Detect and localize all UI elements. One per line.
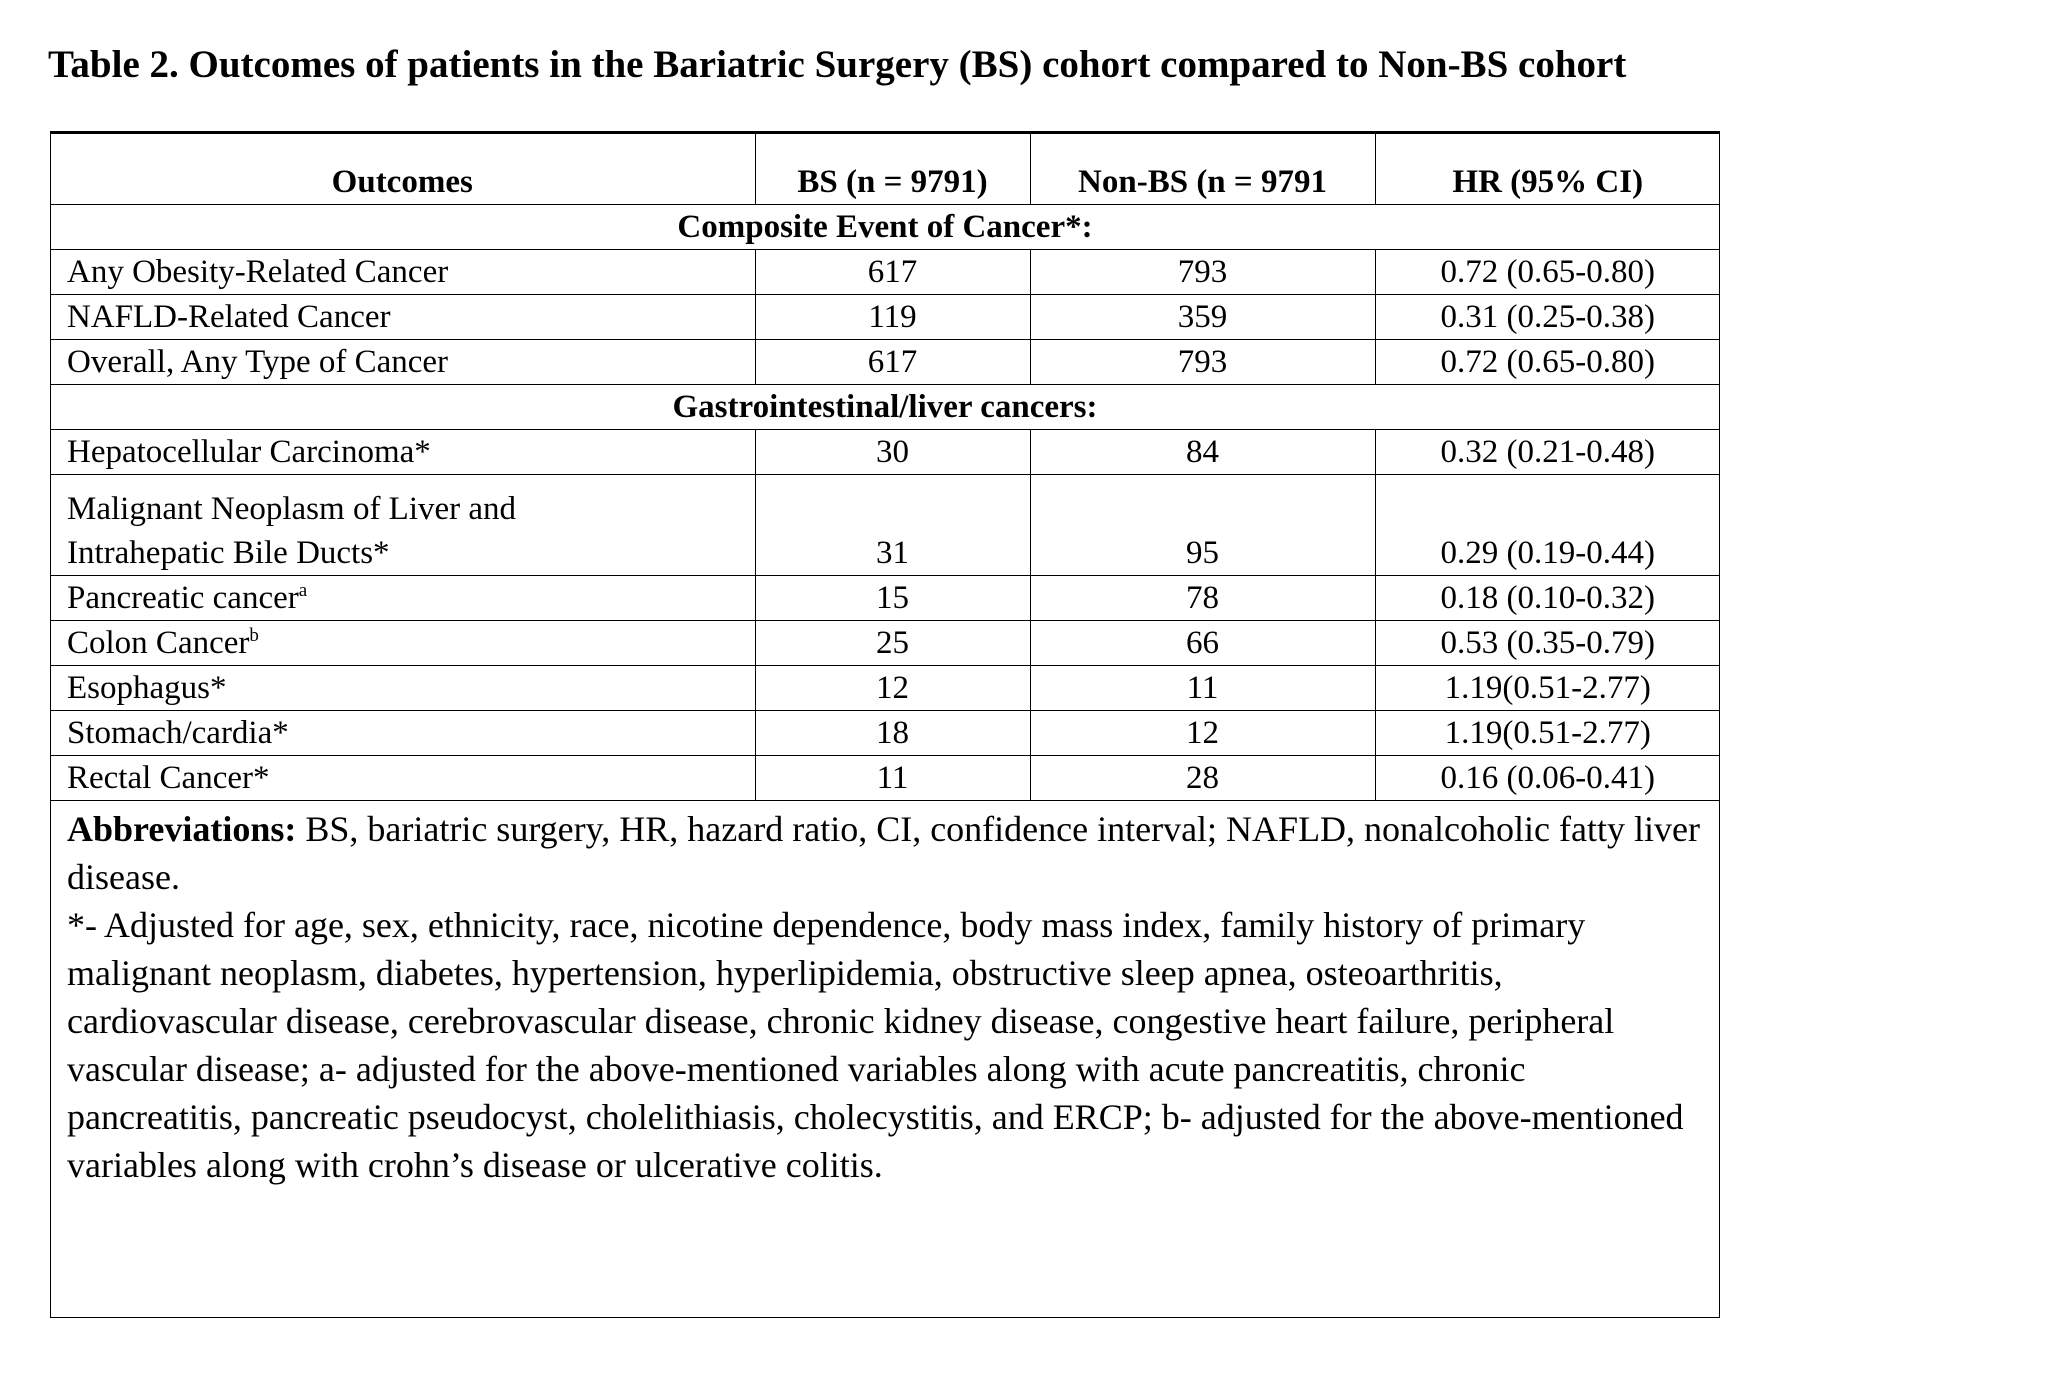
row-label <box>50 621 755 666</box>
table-row <box>50 295 1720 340</box>
row-nonbs: 78 <box>1030 576 1375 621</box>
row-hr: 0.72 (0.65-0.80) <box>1375 250 1720 295</box>
row-bs: 119 <box>755 295 1030 340</box>
table-row <box>50 666 1720 711</box>
row-bs: 12 <box>755 666 1030 711</box>
row-label <box>50 576 755 621</box>
row-hr: 0.53 (0.35-0.79) <box>1375 621 1720 666</box>
row-label-line1: Malignant Neoplasm of Liver and <box>67 491 517 527</box>
row-hr: 0.72 (0.65-0.80) <box>1375 340 1720 385</box>
table-row <box>50 430 1720 475</box>
row-label: NAFLD-Related Cancer <box>50 295 755 340</box>
row-label-text: Pancreatic cancer <box>67 580 299 616</box>
table-title: Table 2. Outcomes of patients in the Bariatric Surgery (BS) cohort compared to Non-BS cohort <box>48 43 1627 86</box>
row-label: Any Obesity-Related Cancer <box>50 250 755 295</box>
row-nonbs: 28 <box>1030 756 1375 801</box>
footnote-marker: b <box>249 625 259 646</box>
abbreviations-label: Abbreviations: <box>67 809 297 849</box>
table-row <box>50 576 1720 621</box>
table-row <box>50 250 1720 295</box>
row-nonbs: 793 <box>1030 250 1375 295</box>
section-row <box>50 205 1720 250</box>
header-outcomes: Outcomes <box>50 133 755 205</box>
section-row <box>50 385 1720 430</box>
row-nonbs: 66 <box>1030 621 1375 666</box>
row-nonbs: 11 <box>1030 666 1375 711</box>
row-bs: 617 <box>755 340 1030 385</box>
table-row <box>50 756 1720 801</box>
row-nonbs: 84 <box>1030 430 1375 475</box>
row-hr: 0.31 (0.25-0.38) <box>1375 295 1720 340</box>
row-bs: 18 <box>755 711 1030 756</box>
row-label: Stomach/cardia* <box>50 711 755 756</box>
table-row <box>50 621 1720 666</box>
row-bs: 11 <box>755 756 1030 801</box>
row-hr: 0.16 (0.06-0.41) <box>1375 756 1720 801</box>
section-gastro: Gastrointestinal/liver cancers: <box>50 385 1720 430</box>
row-hr: 0.29 (0.19-0.44) <box>1375 475 1720 576</box>
header-hr: HR (95% CI) <box>1375 133 1720 205</box>
outcomes-table <box>50 133 1720 801</box>
row-hr: 0.18 (0.10-0.32) <box>1375 576 1720 621</box>
row-label: Overall, Any Type of Cancer <box>50 340 755 385</box>
row-bs: 31 <box>755 475 1030 576</box>
row-hr: 1.19(0.51-2.77) <box>1375 711 1720 756</box>
row-label: Esophagus* <box>50 666 755 711</box>
table-notes <box>67 805 1707 1189</box>
row-label <box>50 475 755 576</box>
row-nonbs: 793 <box>1030 340 1375 385</box>
table-row <box>50 475 1720 576</box>
section-composite: Composite Event of Cancer*: <box>50 205 1720 250</box>
header-row <box>50 133 1720 205</box>
adjustment-note: *- Adjusted for age, sex, ethnicity, race, nicotine dependence, body mass index, family history of primary malignant neoplasm, diabetes, hypertension, hyperlipidemia, obstructive sleep apnea, osteoarthritis, cardiovascular disease, cerebrovascular disease, chronic kidney disease, congestive heart failure, peripheral vascular disease; a- adjusted for the above-mentioned variables along with acute pancreatitis, chronic pancreatitis, pancreatic pseudocyst, cholelithiasis, cholecystitis, and ERCP; b- adjusted for the above-mentioned variables along with crohn’s disease or ulcerative colitis. <box>67 905 1684 1185</box>
row-nonbs: 359 <box>1030 295 1375 340</box>
row-label: Hepatocellular Carcinoma* <box>50 430 755 475</box>
abbreviations-note <box>67 805 1707 901</box>
row-bs: 30 <box>755 430 1030 475</box>
footnote-marker: a <box>298 580 308 601</box>
row-hr: 1.19(0.51-2.77) <box>1375 666 1720 711</box>
row-label-line2: Intrahepatic Bile Ducts* <box>67 535 390 571</box>
row-hr: 0.32 (0.21-0.48) <box>1375 430 1720 475</box>
row-bs: 25 <box>755 621 1030 666</box>
abbreviations-text: BS, bariatric surgery, HR, hazard ratio, CI, confidence interval; NAFLD, nonalcoholic fatty liver disease. <box>67 809 1700 897</box>
table-row <box>50 340 1720 385</box>
row-label: Rectal Cancer* <box>50 756 755 801</box>
header-bs: BS (n = 9791) <box>755 133 1030 205</box>
row-bs: 15 <box>755 576 1030 621</box>
row-nonbs: 12 <box>1030 711 1375 756</box>
header-nonbs: Non-BS (n = 9791 <box>1030 133 1375 205</box>
row-bs: 617 <box>755 250 1030 295</box>
row-label-text: Colon Cancer <box>67 625 250 661</box>
table-row <box>50 711 1720 756</box>
row-nonbs: 95 <box>1030 475 1375 576</box>
